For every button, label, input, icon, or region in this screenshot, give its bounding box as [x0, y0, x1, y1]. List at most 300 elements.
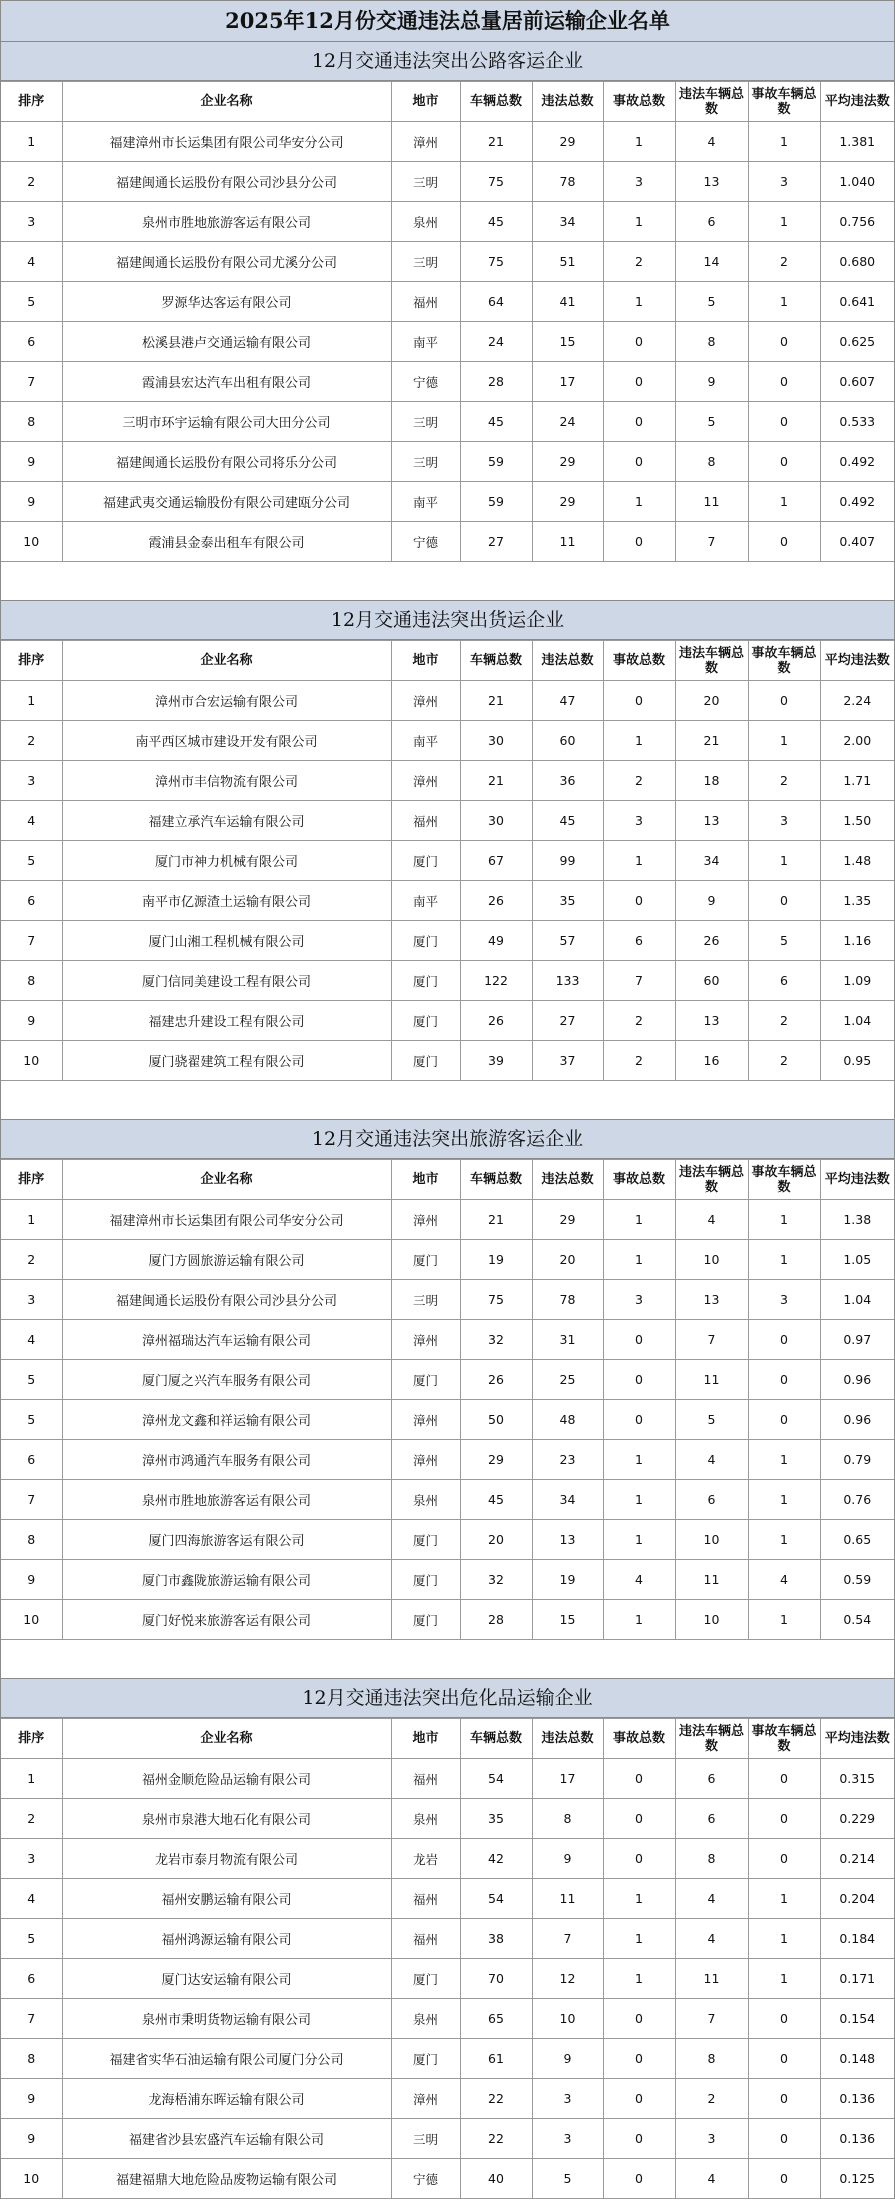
cell-avg-violations: 2.00 [820, 721, 894, 761]
cell-city: 漳州 [391, 1200, 460, 1240]
cell-violation-total: 48 [532, 1400, 603, 1440]
cell-company-name: 松溪县港卢交通运输有限公司 [62, 322, 391, 362]
cell-vehicle-total: 45 [460, 402, 532, 442]
cell-violation-total: 27 [532, 1001, 603, 1041]
cell-violation-total: 7 [532, 1919, 603, 1959]
cell-violation-vehicle-total: 6 [675, 202, 748, 242]
table-row [1, 961, 894, 1001]
cell-rank: 6 [1, 1959, 62, 1999]
cell-city: 三明 [391, 402, 460, 442]
cell-accident-vehicle-total: 3 [748, 162, 820, 202]
cell-accident-vehicle-total: 1 [748, 841, 820, 881]
cell-accident-total: 0 [603, 1320, 675, 1360]
cell-avg-violations: 2.24 [820, 681, 894, 721]
cell-rank: 8 [1, 402, 62, 442]
cell-city: 三明 [391, 162, 460, 202]
cell-vehicle-total: 27 [460, 522, 532, 562]
cell-company-name: 福建漳州市长运集团有限公司华安分公司 [62, 1200, 391, 1240]
cell-vehicle-total: 35 [460, 1799, 532, 1839]
cell-company-name: 三明市环宇运输有限公司大田分公司 [62, 402, 391, 442]
cell-avg-violations: 1.04 [820, 1280, 894, 1320]
cell-city: 泉州 [391, 1480, 460, 1520]
cell-violation-total: 24 [532, 402, 603, 442]
header-vehicle-total: 车辆总数 [460, 1719, 532, 1759]
cell-rank: 1 [1, 681, 62, 721]
cell-vehicle-total: 30 [460, 721, 532, 761]
cell-vehicle-total: 32 [460, 1560, 532, 1600]
section-spacer [1, 1081, 894, 1120]
cell-accident-total: 0 [603, 1999, 675, 2039]
cell-city: 三明 [391, 1280, 460, 1320]
cell-violation-total: 15 [532, 1600, 603, 1640]
cell-accident-vehicle-total: 2 [748, 1001, 820, 1041]
cell-rank: 2 [1, 162, 62, 202]
cell-violation-total: 17 [532, 362, 603, 402]
cell-rank: 7 [1, 1999, 62, 2039]
cell-company-name: 漳州龙文鑫和祥运输有限公司 [62, 1400, 391, 1440]
cell-rank: 9 [1, 442, 62, 482]
cell-accident-total: 2 [603, 1041, 675, 1081]
cell-violation-total: 13 [532, 1520, 603, 1560]
cell-rank: 9 [1, 2119, 62, 2159]
cell-avg-violations: 0.756 [820, 202, 894, 242]
cell-rank: 7 [1, 1480, 62, 1520]
cell-vehicle-total: 50 [460, 1400, 532, 1440]
cell-violation-vehicle-total: 20 [675, 681, 748, 721]
cell-avg-violations: 0.65 [820, 1520, 894, 1560]
cell-vehicle-total: 75 [460, 1280, 532, 1320]
cell-vehicle-total: 45 [460, 1480, 532, 1520]
cell-company-name: 漳州福瑞达汽车运输有限公司 [62, 1320, 391, 1360]
cell-rank: 10 [1, 1041, 62, 1081]
cell-violation-vehicle-total: 7 [675, 522, 748, 562]
cell-city: 厦门 [391, 1360, 460, 1400]
cell-avg-violations: 1.35 [820, 881, 894, 921]
cell-avg-violations: 0.148 [820, 2039, 894, 2079]
cell-city: 泉州 [391, 202, 460, 242]
cell-violation-vehicle-total: 4 [675, 1200, 748, 1240]
cell-rank: 9 [1, 2079, 62, 2119]
cell-accident-vehicle-total: 0 [748, 322, 820, 362]
cell-avg-violations: 1.040 [820, 162, 894, 202]
cell-violation-total: 31 [532, 1320, 603, 1360]
table-row [1, 1320, 894, 1360]
cell-violation-vehicle-total: 11 [675, 1959, 748, 1999]
cell-violation-total: 51 [532, 242, 603, 282]
cell-violation-vehicle-total: 4 [675, 1440, 748, 1480]
cell-avg-violations: 0.680 [820, 242, 894, 282]
cell-violation-total: 17 [532, 1759, 603, 1799]
cell-vehicle-total: 49 [460, 921, 532, 961]
cell-avg-violations: 1.381 [820, 122, 894, 162]
cell-vehicle-total: 30 [460, 801, 532, 841]
cell-rank: 7 [1, 362, 62, 402]
cell-vehicle-total: 21 [460, 681, 532, 721]
header-accident-total: 事故总数 [603, 1160, 675, 1200]
cell-accident-vehicle-total: 1 [748, 482, 820, 522]
cell-avg-violations: 0.607 [820, 362, 894, 402]
cell-violation-vehicle-total: 10 [675, 1520, 748, 1560]
cell-vehicle-total: 38 [460, 1919, 532, 1959]
cell-city: 福州 [391, 1759, 460, 1799]
cell-accident-vehicle-total: 5 [748, 921, 820, 961]
cell-accident-vehicle-total: 0 [748, 1799, 820, 1839]
cell-rank: 4 [1, 1879, 62, 1919]
cell-company-name: 福州鸿源运输有限公司 [62, 1919, 391, 1959]
table-row [1, 1440, 894, 1480]
cell-avg-violations: 1.04 [820, 1001, 894, 1041]
cell-vehicle-total: 22 [460, 2079, 532, 2119]
cell-rank: 10 [1, 2159, 62, 2199]
cell-violation-vehicle-total: 3 [675, 2119, 748, 2159]
header-violation-vehicle-total: 违法车辆总数 [675, 1160, 748, 1200]
sections-container [1, 42, 894, 2199]
cell-rank: 9 [1, 1001, 62, 1041]
header-accident-vehicle-total: 事故车辆总数 [748, 82, 820, 122]
cell-accident-total: 1 [603, 1440, 675, 1480]
cell-accident-total: 1 [603, 1240, 675, 1280]
cell-rank: 5 [1, 1400, 62, 1440]
cell-company-name: 泉州市秉明货物运输有限公司 [62, 1999, 391, 2039]
cell-accident-total: 7 [603, 961, 675, 1001]
cell-violation-vehicle-total: 7 [675, 1999, 748, 2039]
cell-company-name: 厦门山湘工程机械有限公司 [62, 921, 391, 961]
table-row [1, 1360, 894, 1400]
cell-avg-violations: 0.214 [820, 1839, 894, 1879]
cell-city: 宁德 [391, 522, 460, 562]
table-row [1, 1280, 894, 1320]
section-title: 12月交通违法突出旅游客运企业 [1, 1120, 894, 1159]
cell-violation-total: 37 [532, 1041, 603, 1081]
cell-accident-vehicle-total: 0 [748, 1320, 820, 1360]
cell-company-name: 福州安鹏运输有限公司 [62, 1879, 391, 1919]
cell-company-name: 福建闽通长运股份有限公司沙县分公司 [62, 1280, 391, 1320]
cell-avg-violations: 0.59 [820, 1560, 894, 1600]
table-row [1, 1919, 894, 1959]
cell-rank: 6 [1, 1440, 62, 1480]
cell-violation-vehicle-total: 6 [675, 1480, 748, 1520]
cell-vehicle-total: 54 [460, 1759, 532, 1799]
header-avg-violations: 平均违法数 [820, 82, 894, 122]
cell-rank: 10 [1, 522, 62, 562]
cell-avg-violations: 0.79 [820, 1440, 894, 1480]
table-row [1, 761, 894, 801]
cell-avg-violations: 0.125 [820, 2159, 894, 2199]
cell-city: 三明 [391, 2119, 460, 2159]
header-rank: 排序 [1, 1160, 62, 1200]
cell-violation-total: 3 [532, 2079, 603, 2119]
cell-rank: 2 [1, 1240, 62, 1280]
cell-violation-total: 60 [532, 721, 603, 761]
table-header-row [1, 1160, 894, 1200]
cell-accident-vehicle-total: 0 [748, 681, 820, 721]
cell-rank: 4 [1, 242, 62, 282]
cell-vehicle-total: 21 [460, 761, 532, 801]
cell-accident-total: 1 [603, 202, 675, 242]
cell-accident-total: 1 [603, 1919, 675, 1959]
cell-city: 漳州 [391, 1320, 460, 1360]
cell-violation-total: 8 [532, 1799, 603, 1839]
cell-accident-total: 0 [603, 402, 675, 442]
cell-rank: 5 [1, 841, 62, 881]
section-4 [1, 1679, 894, 2199]
cell-city: 三明 [391, 442, 460, 482]
cell-city: 南平 [391, 322, 460, 362]
cell-accident-vehicle-total: 0 [748, 442, 820, 482]
cell-company-name: 漳州市丰信物流有限公司 [62, 761, 391, 801]
cell-violation-total: 23 [532, 1440, 603, 1480]
header-rank: 排序 [1, 641, 62, 681]
cell-vehicle-total: 29 [460, 1440, 532, 1480]
ranking-table [1, 1718, 894, 2199]
cell-violation-total: 29 [532, 1200, 603, 1240]
cell-city: 厦门 [391, 1001, 460, 1041]
cell-vehicle-total: 32 [460, 1320, 532, 1360]
cell-violation-vehicle-total: 4 [675, 2159, 748, 2199]
cell-vehicle-total: 75 [460, 242, 532, 282]
cell-violation-vehicle-total: 8 [675, 1839, 748, 1879]
table-row [1, 841, 894, 881]
cell-avg-violations: 0.96 [820, 1400, 894, 1440]
cell-city: 南平 [391, 482, 460, 522]
cell-vehicle-total: 28 [460, 1600, 532, 1640]
cell-city: 宁德 [391, 2159, 460, 2199]
cell-violation-total: 78 [532, 1280, 603, 1320]
header-accident-total: 事故总数 [603, 1719, 675, 1759]
cell-accident-vehicle-total: 1 [748, 1919, 820, 1959]
cell-company-name: 霞浦县宏达汽车出租有限公司 [62, 362, 391, 402]
cell-violation-total: 19 [532, 1560, 603, 1600]
header-accident-vehicle-total: 事故车辆总数 [748, 1719, 820, 1759]
table-row [1, 402, 894, 442]
cell-company-name: 龙海梧浦东晖运输有限公司 [62, 2079, 391, 2119]
cell-vehicle-total: 45 [460, 202, 532, 242]
cell-company-name: 南平市亿源渣土运输有限公司 [62, 881, 391, 921]
cell-company-name: 漳州市合宏运输有限公司 [62, 681, 391, 721]
cell-accident-total: 3 [603, 162, 675, 202]
cell-rank: 5 [1, 282, 62, 322]
cell-company-name: 泉州市胜地旅游客运有限公司 [62, 1480, 391, 1520]
cell-violation-vehicle-total: 4 [675, 1919, 748, 1959]
cell-rank: 1 [1, 1200, 62, 1240]
header-violation-total: 违法总数 [532, 82, 603, 122]
table-row [1, 202, 894, 242]
cell-accident-total: 3 [603, 1280, 675, 1320]
cell-vehicle-total: 75 [460, 162, 532, 202]
cell-city: 泉州 [391, 1799, 460, 1839]
cell-accident-total: 1 [603, 841, 675, 881]
cell-violation-total: 29 [532, 122, 603, 162]
cell-vehicle-total: 19 [460, 1240, 532, 1280]
cell-accident-vehicle-total: 0 [748, 2039, 820, 2079]
cell-violation-total: 25 [532, 1360, 603, 1400]
table-row [1, 242, 894, 282]
cell-city: 漳州 [391, 761, 460, 801]
cell-violation-total: 12 [532, 1959, 603, 1999]
cell-company-name: 福建立承汽车运输有限公司 [62, 801, 391, 841]
table-header-row [1, 1719, 894, 1759]
cell-company-name: 福建福鼎大地危险品废物运输有限公司 [62, 2159, 391, 2199]
cell-violation-vehicle-total: 6 [675, 1759, 748, 1799]
cell-vehicle-total: 59 [460, 482, 532, 522]
header-company-name: 企业名称 [62, 1160, 391, 1200]
table-row [1, 1759, 894, 1799]
cell-city: 漳州 [391, 1440, 460, 1480]
cell-city: 宁德 [391, 362, 460, 402]
cell-city: 漳州 [391, 2079, 460, 2119]
cell-city: 漳州 [391, 1400, 460, 1440]
header-violation-total: 违法总数 [532, 641, 603, 681]
table-row [1, 1600, 894, 1640]
cell-accident-total: 0 [603, 1400, 675, 1440]
table-row [1, 1480, 894, 1520]
cell-rank: 5 [1, 1360, 62, 1400]
cell-company-name: 漳州市鸿通汽车服务有限公司 [62, 1440, 391, 1480]
cell-avg-violations: 0.204 [820, 1879, 894, 1919]
cell-violation-vehicle-total: 10 [675, 1600, 748, 1640]
page-title: 2025年12月份交通违法总量居前运输企业名单 [1, 0, 894, 42]
cell-accident-total: 0 [603, 1360, 675, 1400]
header-rank: 排序 [1, 82, 62, 122]
cell-accident-total: 0 [603, 522, 675, 562]
cell-company-name: 厦门厦之兴汽车服务有限公司 [62, 1360, 391, 1400]
cell-company-name: 霞浦县金泰出租车有限公司 [62, 522, 391, 562]
cell-violation-total: 57 [532, 921, 603, 961]
cell-rank: 1 [1, 122, 62, 162]
cell-violation-total: 34 [532, 1480, 603, 1520]
cell-violation-vehicle-total: 18 [675, 761, 748, 801]
cell-rank: 9 [1, 482, 62, 522]
cell-company-name: 厦门市神力机械有限公司 [62, 841, 391, 881]
cell-violation-vehicle-total: 26 [675, 921, 748, 961]
cell-vehicle-total: 64 [460, 282, 532, 322]
cell-violation-total: 45 [532, 801, 603, 841]
table-row [1, 1400, 894, 1440]
cell-rank: 8 [1, 2039, 62, 2079]
cell-accident-total: 2 [603, 761, 675, 801]
cell-company-name: 福建省实华石油运输有限公司厦门分公司 [62, 2039, 391, 2079]
table-row [1, 2159, 894, 2199]
header-accident-vehicle-total: 事故车辆总数 [748, 641, 820, 681]
table-header-row [1, 82, 894, 122]
table-row [1, 522, 894, 562]
table-row [1, 122, 894, 162]
cell-vehicle-total: 26 [460, 881, 532, 921]
header-accident-total: 事故总数 [603, 82, 675, 122]
cell-accident-vehicle-total: 0 [748, 2159, 820, 2199]
cell-violation-vehicle-total: 16 [675, 1041, 748, 1081]
cell-city: 厦门 [391, 1240, 460, 1280]
cell-vehicle-total: 61 [460, 2039, 532, 2079]
table-row [1, 1240, 894, 1280]
cell-violation-total: 34 [532, 202, 603, 242]
cell-avg-violations: 1.09 [820, 961, 894, 1001]
cell-avg-violations: 0.136 [820, 2119, 894, 2159]
cell-city: 南平 [391, 881, 460, 921]
cell-company-name: 福建省沙县宏盛汽车运输有限公司 [62, 2119, 391, 2159]
cell-violation-total: 29 [532, 482, 603, 522]
cell-company-name: 龙岩市泰月物流有限公司 [62, 1839, 391, 1879]
cell-avg-violations: 0.171 [820, 1959, 894, 1999]
cell-vehicle-total: 26 [460, 1360, 532, 1400]
header-violation-total: 违法总数 [532, 1160, 603, 1200]
cell-company-name: 福建闽通长运股份有限公司尤溪分公司 [62, 242, 391, 282]
cell-company-name: 厦门好悦来旅游客运有限公司 [62, 1600, 391, 1640]
cell-accident-total: 1 [603, 482, 675, 522]
table-row [1, 322, 894, 362]
cell-rank: 8 [1, 1520, 62, 1560]
cell-rank: 4 [1, 801, 62, 841]
cell-violation-total: 133 [532, 961, 603, 1001]
cell-avg-violations: 0.154 [820, 1999, 894, 2039]
cell-accident-total: 0 [603, 681, 675, 721]
header-vehicle-total: 车辆总数 [460, 82, 532, 122]
cell-vehicle-total: 24 [460, 322, 532, 362]
cell-violation-total: 5 [532, 2159, 603, 2199]
cell-accident-vehicle-total: 0 [748, 1360, 820, 1400]
cell-rank: 10 [1, 1600, 62, 1640]
cell-accident-vehicle-total: 2 [748, 242, 820, 282]
cell-violation-vehicle-total: 9 [675, 362, 748, 402]
cell-accident-total: 1 [603, 1200, 675, 1240]
cell-city: 厦门 [391, 841, 460, 881]
table-row [1, 482, 894, 522]
header-company-name: 企业名称 [62, 82, 391, 122]
cell-violation-vehicle-total: 8 [675, 322, 748, 362]
cell-accident-vehicle-total: 3 [748, 801, 820, 841]
cell-city: 厦门 [391, 2039, 460, 2079]
cell-vehicle-total: 22 [460, 2119, 532, 2159]
cell-vehicle-total: 26 [460, 1001, 532, 1041]
cell-violation-total: 3 [532, 2119, 603, 2159]
cell-violation-vehicle-total: 2 [675, 2079, 748, 2119]
cell-company-name: 厦门方圆旅游运输有限公司 [62, 1240, 391, 1280]
cell-accident-vehicle-total: 1 [748, 1200, 820, 1240]
cell-city: 厦门 [391, 961, 460, 1001]
table-row [1, 442, 894, 482]
cell-accident-vehicle-total: 1 [748, 1480, 820, 1520]
cell-accident-vehicle-total: 1 [748, 202, 820, 242]
header-violation-total: 违法总数 [532, 1719, 603, 1759]
cell-city: 三明 [391, 242, 460, 282]
cell-accident-vehicle-total: 0 [748, 1759, 820, 1799]
cell-accident-vehicle-total: 2 [748, 1041, 820, 1081]
cell-accident-vehicle-total: 0 [748, 1999, 820, 2039]
cell-city: 福州 [391, 801, 460, 841]
cell-city: 南平 [391, 721, 460, 761]
header-city: 地市 [391, 1160, 460, 1200]
cell-company-name: 南平西区城市建设开发有限公司 [62, 721, 391, 761]
table-row [1, 1799, 894, 1839]
cell-company-name: 厦门信同美建设工程有限公司 [62, 961, 391, 1001]
cell-accident-total: 1 [603, 282, 675, 322]
cell-company-name: 厦门骁翟建筑工程有限公司 [62, 1041, 391, 1081]
cell-violation-total: 11 [532, 522, 603, 562]
cell-vehicle-total: 39 [460, 1041, 532, 1081]
cell-accident-total: 1 [603, 1600, 675, 1640]
cell-avg-violations: 0.184 [820, 1919, 894, 1959]
cell-avg-violations: 0.625 [820, 322, 894, 362]
cell-avg-violations: 0.641 [820, 282, 894, 322]
cell-accident-vehicle-total: 1 [748, 122, 820, 162]
table-row [1, 1959, 894, 1999]
cell-vehicle-total: 70 [460, 1959, 532, 1999]
cell-accident-vehicle-total: 0 [748, 402, 820, 442]
cell-accident-total: 0 [603, 881, 675, 921]
cell-vehicle-total: 40 [460, 2159, 532, 2199]
table-row [1, 881, 894, 921]
cell-violation-total: 20 [532, 1240, 603, 1280]
